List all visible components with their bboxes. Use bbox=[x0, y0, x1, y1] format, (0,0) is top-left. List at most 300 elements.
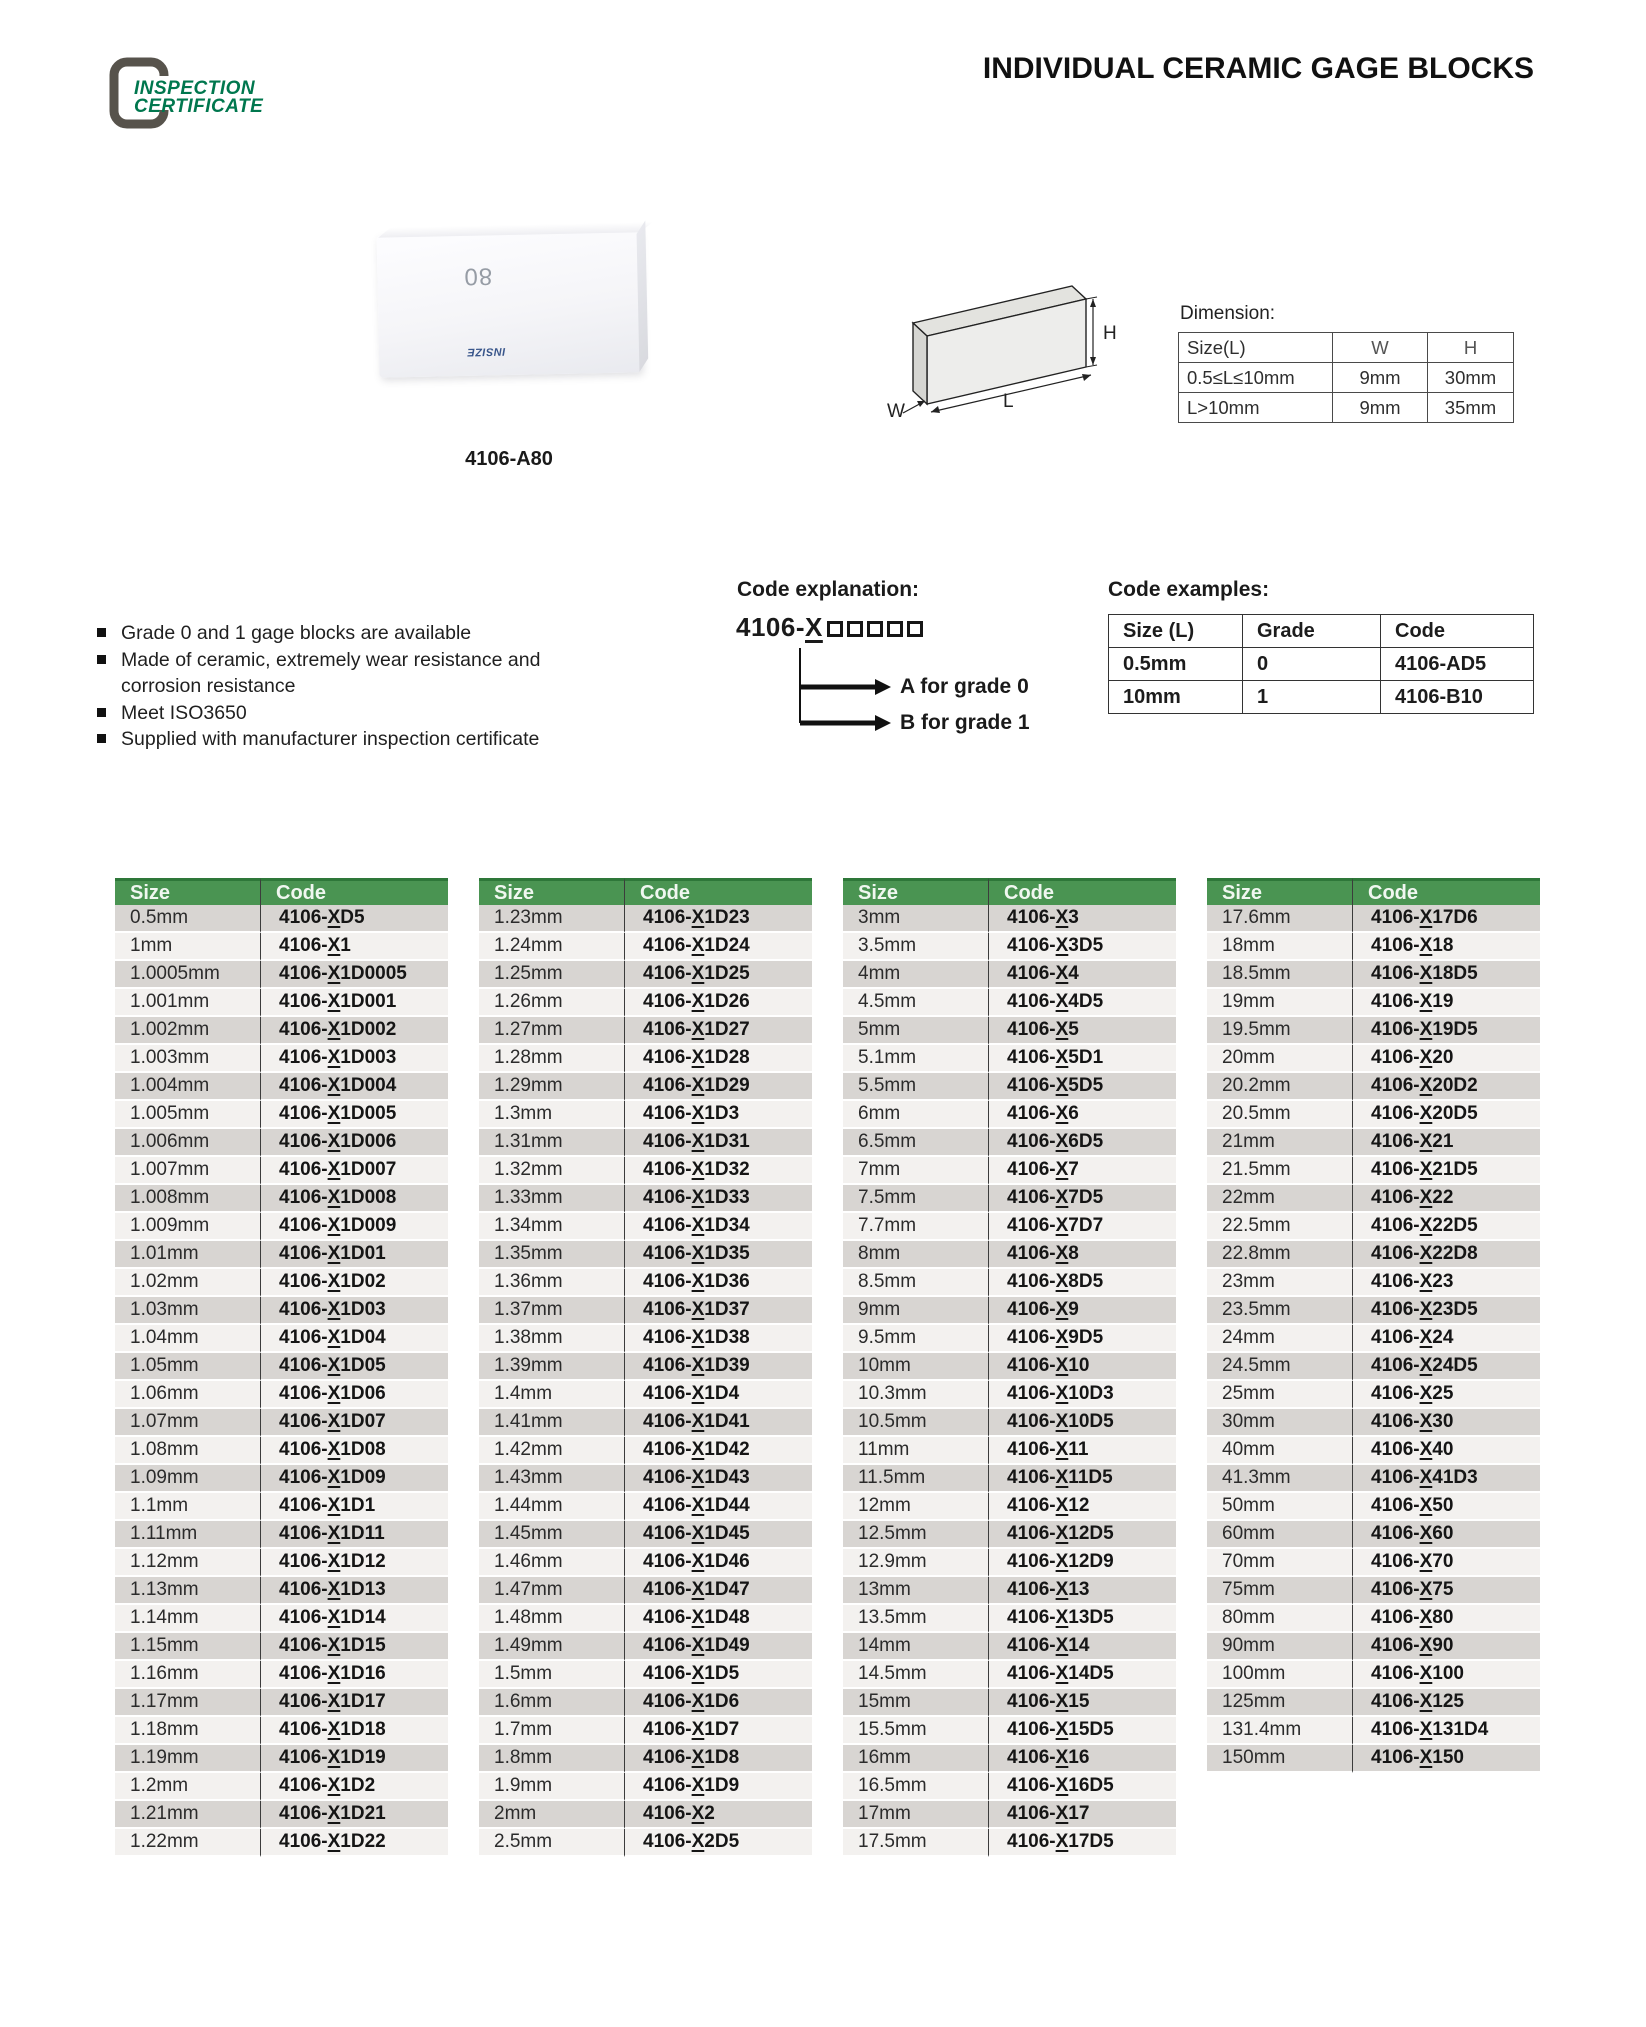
code-cell: 4106-X1D29 bbox=[625, 1073, 812, 1101]
code-cell: 4106-X25 bbox=[1353, 1381, 1540, 1409]
code-header: Code bbox=[261, 878, 448, 905]
table-row bbox=[1207, 1017, 1540, 1045]
value-cell: 1.42mm bbox=[479, 1437, 625, 1465]
h-dimension-label: H bbox=[1103, 323, 1117, 344]
table-row bbox=[843, 1801, 1176, 1829]
value-cell: 5mm bbox=[843, 1017, 989, 1045]
code-cell: 4106-X1D3 bbox=[625, 1101, 812, 1129]
value-cell: 16.5mm bbox=[843, 1773, 989, 1801]
example-header-code: Code bbox=[1381, 615, 1534, 648]
code-cell: 4106-X4D5 bbox=[989, 989, 1176, 1017]
code-cell: 4106-X1D49 bbox=[625, 1633, 812, 1661]
value-cell: 1.7mm bbox=[479, 1717, 625, 1745]
table-row bbox=[1109, 681, 1534, 714]
code-examples-table bbox=[1108, 614, 1534, 714]
table-row bbox=[115, 1689, 448, 1717]
table-row bbox=[115, 1605, 448, 1633]
table-row bbox=[843, 1437, 1176, 1465]
code-cell: 4106-X1D41 bbox=[625, 1409, 812, 1437]
value-cell: 1.11mm bbox=[115, 1521, 261, 1549]
value-cell: 1.24mm bbox=[479, 933, 625, 961]
table-row bbox=[115, 1521, 448, 1549]
code-examples-heading: Code examples: bbox=[1108, 578, 1270, 601]
code-cell: 4106-X1D28 bbox=[625, 1045, 812, 1073]
table-row bbox=[479, 1437, 812, 1465]
table-row bbox=[479, 1745, 812, 1773]
code-cell: 4106-X1D001 bbox=[261, 989, 448, 1017]
table-row bbox=[1179, 363, 1514, 393]
table-row bbox=[843, 1045, 1176, 1073]
value-cell: 0.5mm bbox=[115, 905, 261, 933]
code-cell: 4106-X9 bbox=[989, 1297, 1176, 1325]
value-cell: 10.5mm bbox=[843, 1409, 989, 1437]
branch-grade-0: A for grade 0 bbox=[900, 675, 1029, 698]
value-cell: 1.04mm bbox=[115, 1325, 261, 1353]
code-cell: 4106-X18D5 bbox=[1353, 961, 1540, 989]
feature-item: Made of ceramic, extremely wear resistance and corrosion resistance bbox=[95, 647, 620, 700]
code-cell: 4106-X1D17 bbox=[261, 1689, 448, 1717]
table-row bbox=[479, 1465, 812, 1493]
placeholder-box-icon bbox=[907, 621, 923, 637]
value-cell: 12mm bbox=[843, 1493, 989, 1521]
code-cell: 4106-X1D38 bbox=[625, 1325, 812, 1353]
table-row bbox=[115, 1297, 448, 1325]
value-cell: 1.32mm bbox=[479, 1157, 625, 1185]
value-cell: 1.46mm bbox=[479, 1549, 625, 1577]
value-cell: 1.44mm bbox=[479, 1493, 625, 1521]
table-row bbox=[115, 989, 448, 1017]
table-row bbox=[115, 1213, 448, 1241]
code-cell: 4106-X13D5 bbox=[989, 1605, 1176, 1633]
code-cell: 4106-X1D25 bbox=[625, 961, 812, 989]
code-cell: 4106-X24 bbox=[1353, 1325, 1540, 1353]
value-cell: 2.5mm bbox=[479, 1829, 625, 1857]
code-cell: 4106-XD5 bbox=[261, 905, 448, 933]
value-cell: 18.5mm bbox=[1207, 961, 1353, 989]
code-cell: 4106-X70 bbox=[1353, 1549, 1540, 1577]
table-row bbox=[1207, 1157, 1540, 1185]
value-cell: 125mm bbox=[1207, 1689, 1353, 1717]
table-row bbox=[843, 1409, 1176, 1437]
code-cell: 4106-X90 bbox=[1353, 1633, 1540, 1661]
code-cell: 4106-X1D48 bbox=[625, 1605, 812, 1633]
table-row bbox=[115, 1185, 448, 1213]
value-cell: 1.36mm bbox=[479, 1269, 625, 1297]
value-cell: 1.47mm bbox=[479, 1577, 625, 1605]
code-cell: 4106-X30 bbox=[1353, 1409, 1540, 1437]
table-row bbox=[479, 933, 812, 961]
table-row bbox=[479, 1129, 812, 1157]
value-cell: 1.12mm bbox=[115, 1549, 261, 1577]
placeholder-box-icon bbox=[867, 621, 883, 637]
code-cell: 4106-X11 bbox=[989, 1437, 1176, 1465]
feature-item: Meet ISO3650 bbox=[95, 700, 620, 727]
table-row bbox=[479, 1633, 812, 1661]
code-cell: 4106-X1D15 bbox=[261, 1633, 448, 1661]
value-cell: 24mm bbox=[1207, 1325, 1353, 1353]
value-cell: 1.0005mm bbox=[115, 961, 261, 989]
code-cell: 4106-X1D32 bbox=[625, 1157, 812, 1185]
value-cell: 24.5mm bbox=[1207, 1353, 1353, 1381]
code-cell: 4106-X1D46 bbox=[625, 1549, 812, 1577]
table-row bbox=[115, 1157, 448, 1185]
value-cell: 1.8mm bbox=[479, 1745, 625, 1773]
table-row bbox=[479, 1409, 812, 1437]
table-row bbox=[479, 1185, 812, 1213]
dim-header-size: Size(L) bbox=[1179, 333, 1333, 363]
code-cell: 4106-X20D2 bbox=[1353, 1073, 1540, 1101]
dim-header-h: H bbox=[1428, 333, 1514, 363]
value-cell: 0.5mm bbox=[1109, 648, 1243, 681]
code-cell: 4106-X1D31 bbox=[625, 1129, 812, 1157]
code-cell: 4106-X2 bbox=[625, 1801, 812, 1829]
value-cell: 9mm bbox=[1333, 393, 1428, 423]
code-cell: 4106-X18 bbox=[1353, 933, 1540, 961]
size-code-table-2 bbox=[479, 878, 812, 1857]
code-cell: 4106-X1D007 bbox=[261, 1157, 448, 1185]
value-cell: 60mm bbox=[1207, 1521, 1353, 1549]
table-row bbox=[479, 1661, 812, 1689]
code-cell: 4106-X1D01 bbox=[261, 1241, 448, 1269]
table-row bbox=[843, 1353, 1176, 1381]
table-row bbox=[1207, 1605, 1540, 1633]
table-row bbox=[843, 1129, 1176, 1157]
code-cell: 4106-X1D27 bbox=[625, 1017, 812, 1045]
value-cell: 15mm bbox=[843, 1689, 989, 1717]
table-row bbox=[479, 1577, 812, 1605]
code-cell: 4106-X100 bbox=[1353, 1661, 1540, 1689]
code-cell: 4106-X14D5 bbox=[989, 1661, 1176, 1689]
value-cell: 17.6mm bbox=[1207, 905, 1353, 933]
value-cell: 13.5mm bbox=[843, 1605, 989, 1633]
table-row bbox=[479, 1325, 812, 1353]
code-cell: 4106-X23D5 bbox=[1353, 1297, 1540, 1325]
table-row bbox=[843, 1213, 1176, 1241]
code-cell: 4106-X20D5 bbox=[1353, 1101, 1540, 1129]
value-cell: 1.45mm bbox=[479, 1521, 625, 1549]
table-row bbox=[115, 1437, 448, 1465]
table-row bbox=[843, 1465, 1176, 1493]
code-cell: 4106-X12 bbox=[989, 1493, 1176, 1521]
table-row bbox=[843, 1241, 1176, 1269]
table-row bbox=[1207, 1381, 1540, 1409]
value-cell: 1.003mm bbox=[115, 1045, 261, 1073]
table-row bbox=[1179, 393, 1514, 423]
code-cell: 4106-X5D5 bbox=[989, 1073, 1176, 1101]
dimension-table bbox=[1178, 332, 1514, 423]
code-cell: 4106-X21 bbox=[1353, 1129, 1540, 1157]
code-cell: 4106-X1D33 bbox=[625, 1185, 812, 1213]
code-cell: 4106-X5 bbox=[989, 1017, 1176, 1045]
table-row bbox=[843, 1633, 1176, 1661]
value-cell: 3mm bbox=[843, 905, 989, 933]
code-cell: 4106-X1D005 bbox=[261, 1101, 448, 1129]
code-cell: 4106-X1D4 bbox=[625, 1381, 812, 1409]
inspection-certificate-logo bbox=[108, 56, 338, 131]
table-row bbox=[843, 1073, 1176, 1101]
code-cell: 4106-X22D5 bbox=[1353, 1213, 1540, 1241]
code-cell: 4106-X19 bbox=[1353, 989, 1540, 1017]
size-header: Size bbox=[843, 878, 989, 905]
table-row bbox=[843, 1829, 1176, 1857]
table-row bbox=[843, 1717, 1176, 1745]
table-row bbox=[1207, 1101, 1540, 1129]
code-cell: 4106-X1D11 bbox=[261, 1521, 448, 1549]
table-row bbox=[843, 1101, 1176, 1129]
value-cell: 20.2mm bbox=[1207, 1073, 1353, 1101]
table-row bbox=[1207, 1129, 1540, 1157]
table-row bbox=[115, 1577, 448, 1605]
code-header: Code bbox=[989, 878, 1176, 905]
value-cell: 1.33mm bbox=[479, 1185, 625, 1213]
code-cell: 4106-X1D24 bbox=[625, 933, 812, 961]
code-cell: 4106-X1D008 bbox=[261, 1185, 448, 1213]
code-cell: 4106-X1D12 bbox=[261, 1549, 448, 1577]
code-cell: 4106-X1D9 bbox=[625, 1773, 812, 1801]
value-cell: 1.37mm bbox=[479, 1297, 625, 1325]
table-row bbox=[115, 1129, 448, 1157]
table-row bbox=[843, 1549, 1176, 1577]
value-cell: 1.22mm bbox=[115, 1829, 261, 1857]
value-cell: 1.27mm bbox=[479, 1017, 625, 1045]
digit-placeholder-boxes bbox=[823, 612, 923, 642]
table-row bbox=[115, 1353, 448, 1381]
table-row bbox=[115, 1269, 448, 1297]
value-cell: 23mm bbox=[1207, 1269, 1353, 1297]
table-row bbox=[843, 1745, 1176, 1773]
grade-placeholder: X bbox=[805, 612, 823, 642]
code-prefix: 4106- bbox=[736, 612, 805, 642]
code-cell: 4106-X3D5 bbox=[989, 933, 1176, 961]
table-row bbox=[1207, 1717, 1540, 1745]
table-row bbox=[479, 1297, 812, 1325]
table-row bbox=[115, 1745, 448, 1773]
code-cell: 4106-X23 bbox=[1353, 1269, 1540, 1297]
table-row bbox=[479, 1269, 812, 1297]
code-cell: 4106-X1D47 bbox=[625, 1577, 812, 1605]
page-title: INDIVIDUAL CERAMIC GAGE BLOCKS bbox=[982, 52, 1534, 85]
code-cell: 4106-X22 bbox=[1353, 1185, 1540, 1213]
value-cell: 7mm bbox=[843, 1157, 989, 1185]
table-row bbox=[1109, 648, 1534, 681]
table-row bbox=[843, 905, 1176, 933]
table-row bbox=[1207, 1073, 1540, 1101]
block-dimension-diagram bbox=[885, 273, 1125, 425]
table-row bbox=[479, 1773, 812, 1801]
value-cell: 9mm bbox=[1333, 363, 1428, 393]
value-cell: 1.49mm bbox=[479, 1633, 625, 1661]
value-cell: 11.5mm bbox=[843, 1465, 989, 1493]
value-cell: 22mm bbox=[1207, 1185, 1353, 1213]
code-cell: 4106-X3 bbox=[989, 905, 1176, 933]
table-row bbox=[843, 1605, 1176, 1633]
code-header: Code bbox=[1353, 878, 1540, 905]
value-cell: 2mm bbox=[479, 1801, 625, 1829]
table-row bbox=[115, 1493, 448, 1521]
table-row bbox=[843, 1689, 1176, 1717]
table-row bbox=[115, 1325, 448, 1353]
table-row bbox=[843, 1493, 1176, 1521]
value-cell: 21mm bbox=[1207, 1129, 1353, 1157]
table-row bbox=[479, 1157, 812, 1185]
placeholder-box-icon bbox=[847, 621, 863, 637]
code-cell: 4106-X1D1 bbox=[261, 1493, 448, 1521]
table-row bbox=[843, 1157, 1176, 1185]
code-cell: 4106-X50 bbox=[1353, 1493, 1540, 1521]
code-cell: 4106-X150 bbox=[1353, 1745, 1540, 1773]
table-row bbox=[479, 1353, 812, 1381]
value-cell: 6mm bbox=[843, 1101, 989, 1129]
code-cell: 4106-X1D26 bbox=[625, 989, 812, 1017]
value-cell: 17mm bbox=[843, 1801, 989, 1829]
value-cell: 75mm bbox=[1207, 1577, 1353, 1605]
value-cell: 1.2mm bbox=[115, 1773, 261, 1801]
value-cell: 7.5mm bbox=[843, 1185, 989, 1213]
table-row bbox=[1207, 1745, 1540, 1773]
code-cell: 4106-X21D5 bbox=[1353, 1157, 1540, 1185]
code-cell: 4106-X1D37 bbox=[625, 1297, 812, 1325]
value-cell: 1.34mm bbox=[479, 1213, 625, 1241]
value-cell: 80mm bbox=[1207, 1605, 1353, 1633]
value-cell: 25mm bbox=[1207, 1381, 1353, 1409]
code-header: Code bbox=[625, 878, 812, 905]
code-cell: 4106-X1D006 bbox=[261, 1129, 448, 1157]
table-row bbox=[115, 1549, 448, 1577]
code-cell: 4106-X41D3 bbox=[1353, 1465, 1540, 1493]
table-row bbox=[843, 1577, 1176, 1605]
table-row bbox=[479, 1717, 812, 1745]
value-cell: 4106-AD5 bbox=[1381, 648, 1534, 681]
code-cell: 4106-X7 bbox=[989, 1157, 1176, 1185]
code-cell: 4106-X24D5 bbox=[1353, 1353, 1540, 1381]
value-cell: 1.18mm bbox=[115, 1717, 261, 1745]
value-cell: 11mm bbox=[843, 1437, 989, 1465]
code-cell: 4106-X1D07 bbox=[261, 1409, 448, 1437]
code-cell: 4106-X10D3 bbox=[989, 1381, 1176, 1409]
table-row bbox=[479, 1073, 812, 1101]
photo-caption: 4106-A80 bbox=[465, 448, 553, 470]
table-row bbox=[479, 989, 812, 1017]
table-row bbox=[115, 1801, 448, 1829]
feature-list bbox=[95, 620, 620, 753]
code-cell: 4106-X17D5 bbox=[989, 1829, 1176, 1857]
value-cell: 4mm bbox=[843, 961, 989, 989]
size-code-table-3 bbox=[843, 878, 1176, 1857]
dimension-heading: Dimension: bbox=[1180, 303, 1276, 324]
table-row bbox=[1207, 1297, 1540, 1325]
logo-line-1: INSPECTION bbox=[134, 78, 256, 99]
code-cell: 4106-X19D5 bbox=[1353, 1017, 1540, 1045]
table-row bbox=[843, 961, 1176, 989]
value-cell: 50mm bbox=[1207, 1493, 1353, 1521]
table-row bbox=[1207, 961, 1540, 989]
table-row bbox=[479, 961, 812, 989]
code-cell: 4106-X1D009 bbox=[261, 1213, 448, 1241]
value-cell: 1.21mm bbox=[115, 1801, 261, 1829]
value-cell: 9.5mm bbox=[843, 1325, 989, 1353]
code-cell: 4106-X13 bbox=[989, 1577, 1176, 1605]
table-row bbox=[843, 933, 1176, 961]
value-cell: 1.006mm bbox=[115, 1129, 261, 1157]
value-cell: 1.002mm bbox=[115, 1017, 261, 1045]
code-cell: 4106-X7D5 bbox=[989, 1185, 1176, 1213]
table-row bbox=[843, 1381, 1176, 1409]
table-row bbox=[1207, 933, 1540, 961]
feature-item: Grade 0 and 1 gage blocks are available bbox=[95, 620, 620, 647]
value-cell: 0 bbox=[1243, 648, 1381, 681]
table-row bbox=[843, 1017, 1176, 1045]
code-cell: 4106-X8 bbox=[989, 1241, 1176, 1269]
value-cell: 1.48mm bbox=[479, 1605, 625, 1633]
code-cell: 4106-X6 bbox=[989, 1101, 1176, 1129]
value-cell: 1 bbox=[1243, 681, 1381, 714]
table-row bbox=[479, 1213, 812, 1241]
code-formula bbox=[736, 612, 923, 643]
table-row bbox=[1207, 1353, 1540, 1381]
value-cell: 1.008mm bbox=[115, 1185, 261, 1213]
code-cell: 4106-X1D003 bbox=[261, 1045, 448, 1073]
code-cell: 4106-X75 bbox=[1353, 1577, 1540, 1605]
table-row bbox=[1207, 989, 1540, 1017]
value-cell: 70mm bbox=[1207, 1549, 1353, 1577]
table-row bbox=[479, 1017, 812, 1045]
code-cell: 4106-X1D8 bbox=[625, 1745, 812, 1773]
code-cell: 4106-X1D21 bbox=[261, 1801, 448, 1829]
value-cell: 1.1mm bbox=[115, 1493, 261, 1521]
code-cell: 4106-X5D1 bbox=[989, 1045, 1176, 1073]
value-cell: 1.007mm bbox=[115, 1157, 261, 1185]
table-row bbox=[115, 905, 448, 933]
value-cell: 1.9mm bbox=[479, 1773, 625, 1801]
value-cell: 20mm bbox=[1207, 1045, 1353, 1073]
table-row bbox=[1207, 1689, 1540, 1717]
table-row bbox=[843, 1661, 1176, 1689]
code-cell: 4106-X1D09 bbox=[261, 1465, 448, 1493]
value-cell: 19mm bbox=[1207, 989, 1353, 1017]
value-cell: 1.13mm bbox=[115, 1577, 261, 1605]
value-cell: 1.31mm bbox=[479, 1129, 625, 1157]
value-cell: 1.6mm bbox=[479, 1689, 625, 1717]
table-row bbox=[115, 1409, 448, 1437]
table-row bbox=[843, 1297, 1176, 1325]
code-cell: 4106-X1D18 bbox=[261, 1717, 448, 1745]
value-cell: 1.09mm bbox=[115, 1465, 261, 1493]
value-cell: 22.5mm bbox=[1207, 1213, 1353, 1241]
example-header-grade: Grade bbox=[1243, 615, 1381, 648]
table-row bbox=[843, 1773, 1176, 1801]
value-cell: 10.3mm bbox=[843, 1381, 989, 1409]
value-cell: 12.5mm bbox=[843, 1521, 989, 1549]
table-row bbox=[1207, 1493, 1540, 1521]
example-header-size: Size (L) bbox=[1109, 615, 1243, 648]
value-cell: 1.03mm bbox=[115, 1297, 261, 1325]
value-cell: 1.009mm bbox=[115, 1213, 261, 1241]
code-cell: 4106-X1D0005 bbox=[261, 961, 448, 989]
l-dimension-label: L bbox=[1003, 391, 1014, 412]
value-cell: 1.25mm bbox=[479, 961, 625, 989]
table-row bbox=[115, 1045, 448, 1073]
value-cell: 41.3mm bbox=[1207, 1465, 1353, 1493]
value-cell: 8.5mm bbox=[843, 1269, 989, 1297]
value-cell: 10mm bbox=[843, 1353, 989, 1381]
table-row bbox=[479, 1521, 812, 1549]
value-cell: 1.28mm bbox=[479, 1045, 625, 1073]
table-row bbox=[1207, 1661, 1540, 1689]
code-cell: 4106-X1D36 bbox=[625, 1269, 812, 1297]
value-cell: 1.19mm bbox=[115, 1745, 261, 1773]
placeholder-box-icon bbox=[887, 621, 903, 637]
value-cell: 1.005mm bbox=[115, 1101, 261, 1129]
